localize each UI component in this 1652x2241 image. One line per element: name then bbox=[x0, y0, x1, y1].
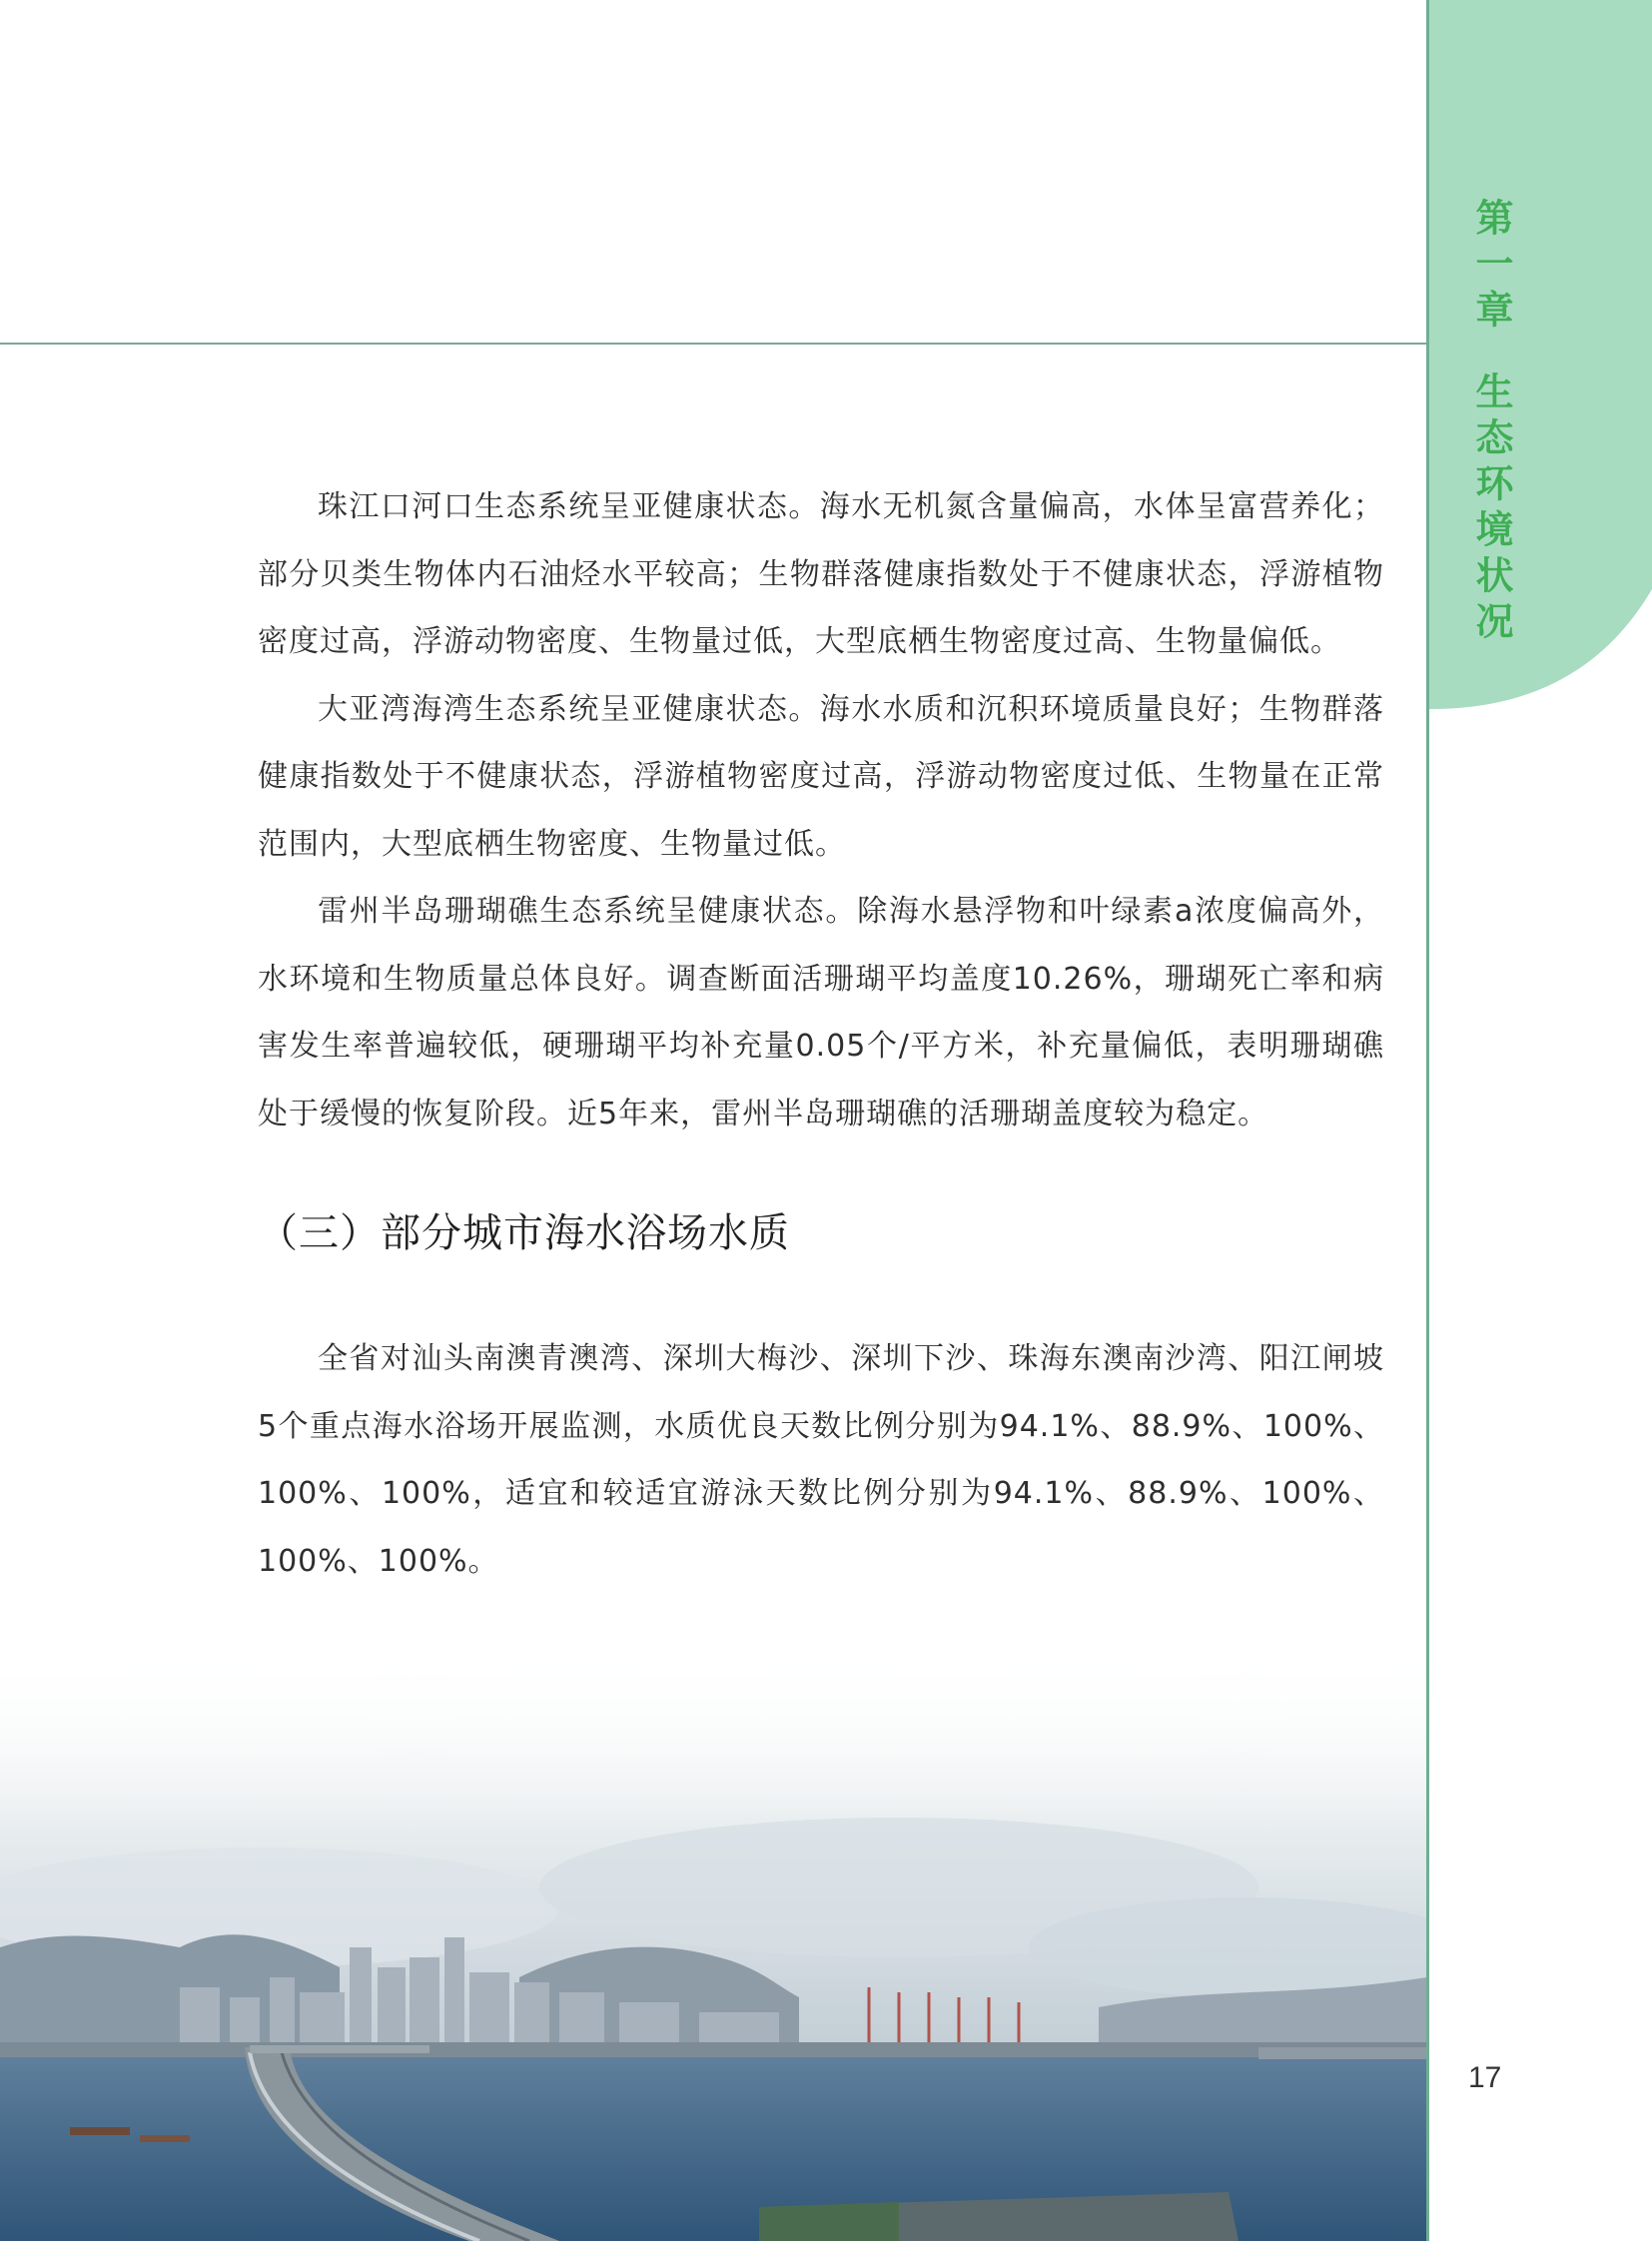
coastline-illustration bbox=[0, 1648, 1426, 2241]
chapter-tab bbox=[1429, 0, 1652, 709]
header-rule bbox=[0, 343, 1426, 345]
main-content bbox=[258, 473, 1384, 1595]
chapter-name: 生态环境状况 bbox=[1469, 372, 1513, 647]
paragraph-pearl-river-estuary: 珠江口河口生态系统呈亚健康状态。海水无机氮含量偏高，水体呈富营养化；部分贝类生物体内石油烃水平较高；生物群落健康指数处于不健康状态，浮游植物密度过高，浮游动物密度、生物量过低，大型底栖生物密度过高、生物量偏低。 bbox=[258, 489, 1384, 659]
chapter-number: 第一章 bbox=[1469, 198, 1513, 336]
paragraph-bathing-beaches: 全省对汕头南澳青澳湾、深圳大梅沙、深圳下沙、珠海东澳南沙湾、阳江闸坡5个重点海水浴场开展监测，水质优良天数比例分别为94.1%、88.9%、100%、100%、100%，适宜和较适宜游泳天数比例分别为94.1%、88.9%、100%、100%、100%。 bbox=[258, 1341, 1384, 1579]
paragraph-leizhou-coral-reef: 雷州半岛珊瑚礁生态系统呈健康状态。除海水悬浮物和叶绿素a浓度偏高外，水环境和生物质量总体良好。调查断面活珊瑚平均盖度10.26%，珊瑚死亡率和病害发生率普遍较低，硬珊瑚平均补充量0.05个/平方米，补充量偏低，表明珊瑚礁处于缓慢的恢复阶段。近5年来，雷州半岛珊瑚礁的活珊瑚盖度较为稳定。 bbox=[258, 894, 1384, 1131]
coastal-bridge-photo bbox=[0, 1648, 1426, 2241]
section-heading: （三）部分城市海水浴场水质 bbox=[258, 1210, 790, 1256]
chapter-title bbox=[1466, 198, 1516, 647]
page-number: 17 bbox=[1468, 2061, 1502, 2094]
paragraph-daya-bay: 大亚湾海湾生态系统呈亚健康状态。海水水质和沉积环境质量良好；生物群落健康指数处于不健康状态，浮游植物密度过高，浮游动物密度过低、生物量在正常范围内，大型底栖生物密度、生物量过低。 bbox=[258, 691, 1384, 862]
